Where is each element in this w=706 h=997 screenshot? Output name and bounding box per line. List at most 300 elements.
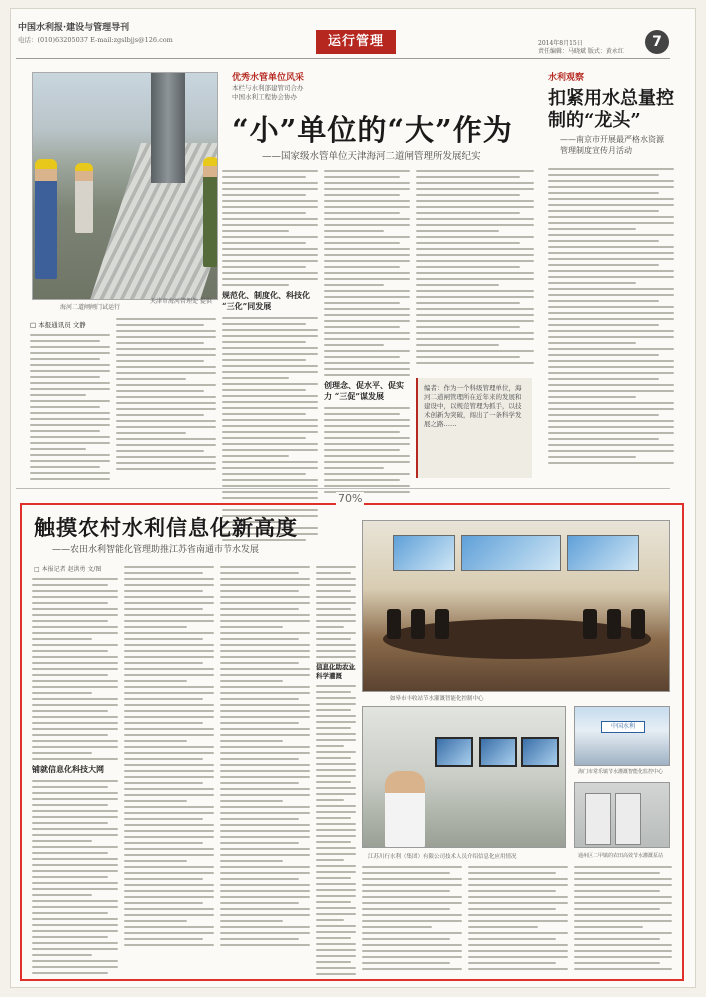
text-line xyxy=(548,462,674,464)
text-line xyxy=(548,336,674,338)
text-line xyxy=(362,950,462,952)
text-line xyxy=(124,578,214,580)
text-line xyxy=(316,590,351,592)
text-line xyxy=(316,733,356,735)
text-line xyxy=(124,830,214,832)
feature-headline: 触摸农村水利信息化新高度 xyxy=(34,515,298,540)
text-line xyxy=(324,413,400,415)
text-line xyxy=(220,848,310,850)
text-line xyxy=(32,590,118,592)
text-line xyxy=(222,341,306,343)
text-line xyxy=(220,728,310,730)
text-line xyxy=(30,454,110,456)
right-story-kicker: 水利观察 xyxy=(548,73,585,83)
text-line xyxy=(316,913,356,915)
text-line xyxy=(222,425,318,427)
text-line xyxy=(324,362,410,364)
control-room-caption: 如皋市丰收站节水灌溉智能化控制中心 xyxy=(390,696,484,702)
text-line xyxy=(362,896,462,898)
text-line xyxy=(124,620,214,622)
text-line xyxy=(124,632,214,634)
text-line xyxy=(468,944,568,946)
text-line xyxy=(116,390,204,392)
text-line xyxy=(222,491,318,493)
text-line xyxy=(324,248,410,250)
top-story-col-2 xyxy=(116,318,216,474)
text-line xyxy=(124,710,214,712)
text-line xyxy=(548,306,674,308)
text-line xyxy=(468,884,568,886)
text-line xyxy=(116,366,216,368)
text-line xyxy=(222,365,318,367)
text-line xyxy=(324,449,400,451)
photo-cabinet-shape xyxy=(615,793,641,845)
text-line xyxy=(324,350,410,352)
text-line xyxy=(468,938,556,940)
building-sign: 中国水利 xyxy=(601,721,645,733)
text-line xyxy=(116,336,216,338)
text-line xyxy=(124,782,203,784)
text-line xyxy=(468,914,568,916)
text-line xyxy=(548,282,636,284)
text-line xyxy=(416,236,534,238)
text-line xyxy=(220,650,310,652)
text-line xyxy=(324,308,410,310)
text-line xyxy=(548,180,674,182)
text-line xyxy=(124,806,214,808)
text-line xyxy=(416,308,534,310)
text-line xyxy=(468,866,568,868)
text-line xyxy=(362,938,450,940)
text-line xyxy=(316,919,344,921)
text-line xyxy=(316,877,351,879)
text-line xyxy=(324,296,410,298)
text-line xyxy=(468,962,556,964)
feature-col-2 xyxy=(124,566,214,950)
text-line xyxy=(316,895,356,897)
feature-subhead-1: 铺就信息化科技大网 xyxy=(32,764,104,774)
text-line xyxy=(316,907,356,909)
text-line xyxy=(32,972,108,974)
text-line xyxy=(324,170,410,172)
text-line xyxy=(124,668,214,670)
text-line xyxy=(222,461,318,463)
text-line xyxy=(362,866,462,868)
text-line xyxy=(116,354,216,356)
text-line xyxy=(220,566,310,568)
text-line xyxy=(324,419,410,421)
text-line xyxy=(316,638,351,640)
text-line xyxy=(324,407,410,409)
text-line xyxy=(548,408,674,410)
text-line xyxy=(548,186,674,188)
text-line xyxy=(324,230,384,232)
text-line xyxy=(324,278,410,280)
text-line xyxy=(548,300,659,302)
text-line xyxy=(220,770,310,772)
text-line xyxy=(362,884,462,886)
text-line xyxy=(220,572,299,574)
text-line xyxy=(32,740,118,742)
photo-monitor-shape xyxy=(521,737,559,767)
text-line xyxy=(124,680,187,682)
text-line xyxy=(316,656,356,658)
text-line xyxy=(32,752,92,754)
text-line xyxy=(316,691,351,693)
issue-date: 2014年8月15日 xyxy=(538,40,583,47)
text-line xyxy=(32,912,108,914)
text-line xyxy=(220,674,310,676)
text-line xyxy=(316,685,356,687)
page-header-left xyxy=(18,22,173,46)
technician-photo xyxy=(362,706,566,848)
text-line xyxy=(548,402,674,404)
text-line xyxy=(222,443,318,445)
text-line xyxy=(574,896,672,898)
text-line xyxy=(220,818,299,820)
text-line xyxy=(222,188,318,190)
text-line xyxy=(32,810,118,812)
text-line xyxy=(316,961,351,963)
text-line xyxy=(468,920,568,922)
text-line xyxy=(220,788,310,790)
text-line xyxy=(416,362,534,364)
text-line xyxy=(324,425,410,427)
text-line xyxy=(124,704,214,706)
text-line xyxy=(548,456,636,458)
text-line xyxy=(124,944,214,946)
text-line xyxy=(324,326,400,328)
text-line xyxy=(574,956,672,958)
text-line xyxy=(32,936,108,938)
text-line xyxy=(32,840,92,842)
text-line xyxy=(362,926,432,928)
text-line xyxy=(32,650,108,652)
text-line xyxy=(316,626,344,628)
text-line xyxy=(124,662,203,664)
text-line xyxy=(124,920,187,922)
text-line xyxy=(222,266,306,268)
text-line xyxy=(124,614,214,616)
text-line xyxy=(124,746,214,748)
text-line xyxy=(124,902,203,904)
text-line xyxy=(124,908,214,910)
text-line xyxy=(316,793,356,795)
text-line xyxy=(548,330,674,332)
text-line xyxy=(316,739,356,741)
text-line xyxy=(222,383,318,385)
top-story-subhead-1: 规范化、制度化、科技化 “三化”同发展 xyxy=(222,290,310,311)
text-line xyxy=(220,764,310,766)
text-line xyxy=(32,786,108,788)
text-line xyxy=(124,590,203,592)
text-line xyxy=(220,602,310,604)
text-line xyxy=(574,932,672,934)
text-line xyxy=(124,716,214,718)
text-line xyxy=(30,346,110,348)
text-line xyxy=(32,674,108,676)
text-line xyxy=(362,902,462,904)
text-line xyxy=(416,230,499,232)
text-line xyxy=(222,347,318,349)
text-line xyxy=(362,914,462,916)
feature-col-5 xyxy=(362,866,462,974)
text-line xyxy=(222,176,306,178)
kicker-sub-line: 本栏与水利部建管司合办 xyxy=(232,84,304,92)
text-line xyxy=(220,866,310,868)
text-line xyxy=(222,479,318,481)
text-line xyxy=(548,174,659,176)
text-line xyxy=(324,374,410,376)
text-line xyxy=(548,288,674,290)
text-line xyxy=(30,460,110,462)
text-line xyxy=(316,608,351,610)
text-line xyxy=(30,472,110,474)
text-line xyxy=(220,590,299,592)
text-line xyxy=(316,967,356,969)
text-line xyxy=(324,236,410,238)
text-line xyxy=(30,364,110,366)
top-photo-gate xyxy=(32,72,218,300)
text-line xyxy=(574,884,672,886)
text-line xyxy=(222,401,318,403)
text-line xyxy=(416,182,534,184)
text-line xyxy=(316,931,356,933)
text-line xyxy=(316,757,351,759)
feature-col-7 xyxy=(574,866,672,974)
text-line xyxy=(124,572,203,574)
text-line xyxy=(324,479,400,481)
text-line xyxy=(548,312,674,314)
right-story-body xyxy=(548,168,674,468)
pump-station-photo xyxy=(574,782,670,848)
text-line xyxy=(220,902,299,904)
text-line xyxy=(32,798,118,800)
text-line xyxy=(222,236,318,238)
text-line xyxy=(220,842,299,844)
top-story-byline: □ 本报通讯员 文静 xyxy=(30,321,86,329)
text-line xyxy=(548,270,674,272)
text-line xyxy=(574,944,672,946)
text-line xyxy=(30,376,100,378)
text-line xyxy=(316,632,356,634)
text-line xyxy=(468,968,568,970)
text-line xyxy=(124,788,214,790)
text-line xyxy=(574,962,660,964)
text-line xyxy=(548,192,659,194)
top-photo-credit: 天津市海河管理处 提供 xyxy=(150,298,212,305)
text-line xyxy=(222,497,318,499)
text-line xyxy=(220,854,310,856)
text-line xyxy=(30,334,110,336)
text-line xyxy=(30,430,100,432)
right-story-headline: 扣紧用水总量控制的“龙头” xyxy=(548,88,674,131)
text-line xyxy=(116,378,186,380)
text-line xyxy=(324,200,410,202)
text-line xyxy=(30,448,86,450)
text-line xyxy=(362,890,450,892)
text-line xyxy=(548,222,674,224)
text-line xyxy=(124,608,203,610)
text-line xyxy=(316,853,356,855)
text-line xyxy=(116,402,216,404)
text-line xyxy=(32,728,118,730)
text-line xyxy=(222,317,318,319)
text-line xyxy=(32,888,118,890)
text-line xyxy=(30,412,110,414)
text-line xyxy=(416,296,534,298)
text-line xyxy=(316,578,356,580)
text-line xyxy=(324,356,400,358)
text-line xyxy=(416,326,520,328)
text-line xyxy=(222,323,306,325)
right-story-subheadline: ——南京市开展最严格水资源管理制度宣传月活动 xyxy=(560,135,664,155)
text-line xyxy=(124,566,214,568)
text-line xyxy=(124,926,214,928)
text-line xyxy=(32,864,118,866)
text-line xyxy=(220,908,310,910)
text-line xyxy=(416,344,499,346)
text-line xyxy=(316,811,356,813)
text-line xyxy=(32,834,118,836)
text-line xyxy=(124,602,214,604)
text-line xyxy=(468,896,568,898)
text-line xyxy=(222,389,306,391)
text-line xyxy=(548,258,674,260)
top-story-headline: “小”单位的“大”作为 xyxy=(232,113,513,147)
text-line xyxy=(416,278,534,280)
text-line xyxy=(116,384,216,386)
text-line xyxy=(220,578,310,580)
text-line xyxy=(220,800,283,802)
text-line xyxy=(116,348,216,350)
feature-col-4b xyxy=(316,660,356,979)
text-line xyxy=(220,686,310,688)
text-line xyxy=(32,680,118,682)
text-line xyxy=(32,960,118,962)
text-line xyxy=(220,740,283,742)
text-line xyxy=(220,806,310,808)
feature-col-6 xyxy=(468,866,568,974)
text-line xyxy=(316,644,356,646)
text-line xyxy=(32,704,118,706)
text-line xyxy=(220,632,310,634)
text-line xyxy=(32,924,118,926)
text-line xyxy=(324,206,410,208)
text-line xyxy=(222,284,289,286)
text-line xyxy=(222,353,318,355)
text-line xyxy=(220,584,310,586)
text-line xyxy=(220,668,310,670)
text-line xyxy=(32,644,118,646)
text-line xyxy=(32,900,118,902)
text-line xyxy=(32,792,118,794)
text-line xyxy=(324,461,410,463)
text-line xyxy=(116,432,186,434)
text-line xyxy=(468,902,568,904)
text-line xyxy=(220,836,310,838)
text-line xyxy=(316,721,356,723)
text-line xyxy=(416,176,520,178)
text-line xyxy=(324,188,410,190)
text-line xyxy=(222,182,318,184)
text-line xyxy=(32,608,118,610)
text-line xyxy=(32,758,118,760)
text-line xyxy=(222,278,318,280)
text-line xyxy=(316,829,356,831)
text-line xyxy=(124,860,187,862)
text-line xyxy=(32,894,92,896)
text-line xyxy=(220,794,310,796)
text-line xyxy=(222,335,318,337)
text-line xyxy=(220,926,310,928)
text-line xyxy=(324,242,400,244)
text-line xyxy=(324,266,400,268)
text-line xyxy=(548,204,674,206)
text-line xyxy=(416,302,520,304)
text-line xyxy=(362,872,450,874)
header-divider xyxy=(16,58,670,59)
text-line xyxy=(316,584,356,586)
text-line xyxy=(30,418,110,420)
text-line xyxy=(32,816,118,818)
text-line xyxy=(32,822,108,824)
text-line xyxy=(124,800,187,802)
text-line xyxy=(124,914,214,916)
text-line xyxy=(222,194,306,196)
text-line xyxy=(316,602,356,604)
text-line xyxy=(316,973,356,975)
text-line xyxy=(222,437,306,439)
text-line xyxy=(316,901,351,903)
text-line xyxy=(416,338,534,340)
feature-col-1 xyxy=(32,578,118,978)
text-line xyxy=(32,948,118,950)
text-line xyxy=(574,914,672,916)
text-line xyxy=(416,200,534,202)
text-line xyxy=(220,704,310,706)
text-line xyxy=(32,596,118,598)
text-line xyxy=(222,359,306,361)
photo-chair-shape xyxy=(435,609,449,639)
text-line xyxy=(316,787,356,789)
text-line xyxy=(124,776,214,778)
text-line xyxy=(316,847,356,849)
section-divider xyxy=(16,488,670,489)
photo-monitor-shape xyxy=(479,737,517,767)
text-line xyxy=(324,485,410,487)
contact-info: 电话：(010)63205037 E-mail:zgslbjjs@126.com xyxy=(18,36,173,44)
text-line xyxy=(416,242,520,244)
text-line xyxy=(574,878,672,880)
text-line xyxy=(220,608,299,610)
kicker-sub-line: 中国水利工程协会协办 xyxy=(232,93,297,101)
text-line xyxy=(316,871,356,873)
text-line xyxy=(220,860,283,862)
text-line xyxy=(220,662,299,664)
text-line xyxy=(124,884,214,886)
text-line xyxy=(222,407,318,409)
text-line xyxy=(416,314,534,316)
text-line xyxy=(220,884,310,886)
text-line xyxy=(548,390,674,392)
page-header-right xyxy=(538,40,624,56)
text-line xyxy=(574,926,643,928)
text-line xyxy=(32,638,92,640)
text-line xyxy=(124,848,214,850)
text-line xyxy=(316,697,356,699)
text-line xyxy=(222,218,318,220)
